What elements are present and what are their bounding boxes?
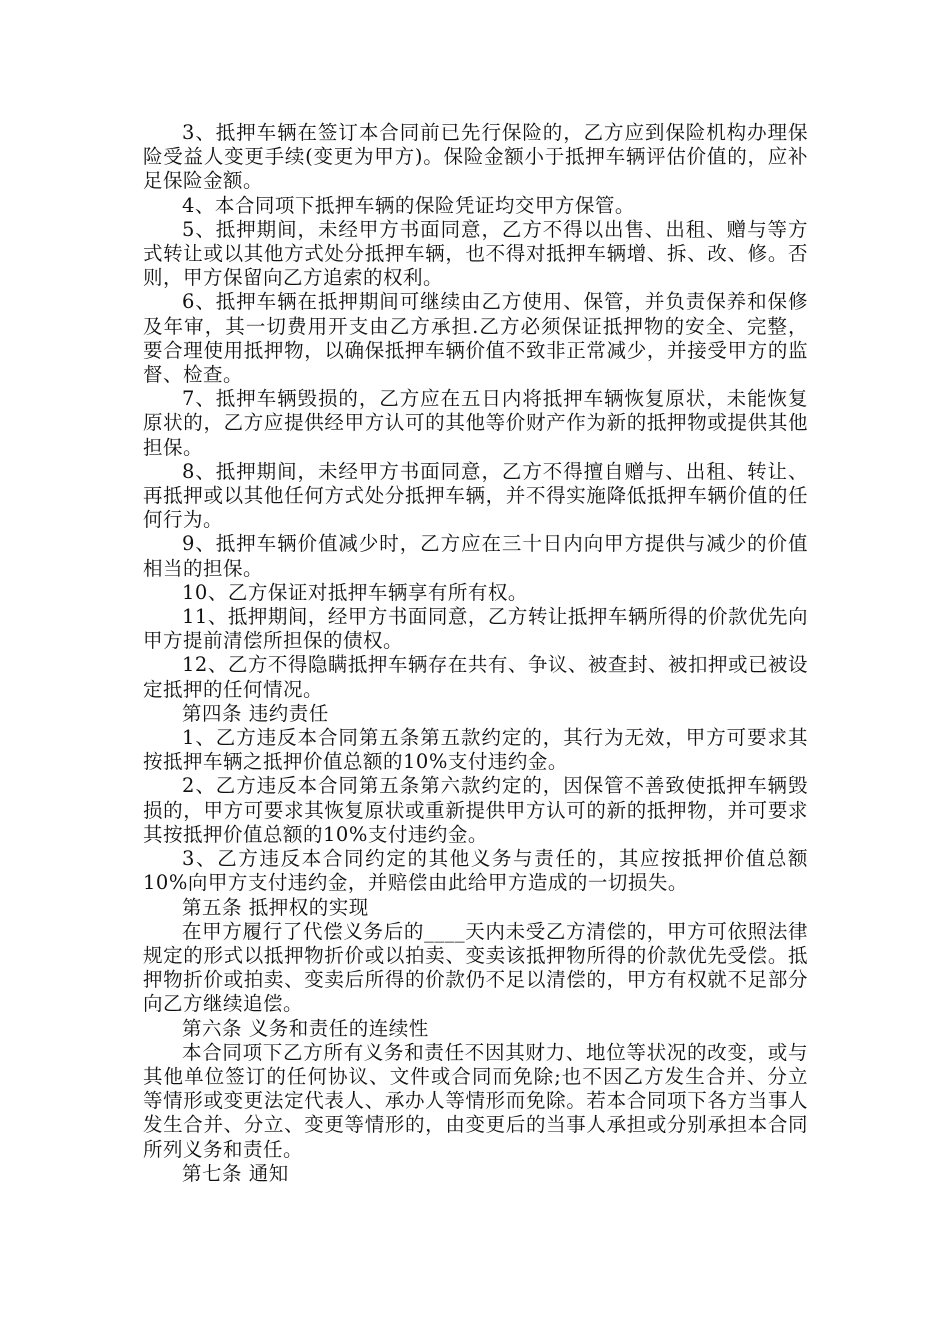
breach-clause-1: 1、乙方违反本合同第五条第五款约定的，其行为无效，甲方可要求其按抵押车辆之抵押价值总额的10%支付违约金。	[143, 726, 808, 774]
article-6-heading: 第六条 义务和责任的连续性	[182, 1016, 429, 1040]
clause-11-transfer-proceeds: 11、抵押期间，经甲方书面同意，乙方转让抵押车辆所得的价款优先向甲方提前清偿所担保的债权。	[143, 605, 808, 653]
document-body	[143, 121, 808, 1186]
clause-5-no-disposal: 5、抵押期间，未经甲方书面同意，乙方不得以出售、出租、赠与等方式转让或以其他方式处分抵押车辆，也不得对抵押车辆增、拆、改、修。否则，甲方保留向乙方追索的权利。	[143, 217, 808, 290]
clause-3-insurance-beneficiary: 3、抵押车辆在签订本合同前已先行保险的，乙方应到保险机构办理保险受益人变更手续(变更为甲方)。保险金额小于抵押车辆评估价值的，应补足保险金额。	[143, 121, 808, 193]
clause-12-no-concealment: 12、乙方不得隐瞒抵押车辆存在共有、争议、被查封、被扣押或已被设定抵押的任何情况。	[143, 653, 808, 701]
article-4-heading: 第四条 违约责任	[182, 701, 329, 725]
breach-clause-2: 2、乙方违反本合同第五条第六款约定的，因保管不善致使抵押车辆毁损的，甲方可要求其恢复原状或重新提供甲方认可的新的抵押物，并可要求其按抵押价值总额的10%支付违约金。	[143, 774, 808, 846]
article-5-body: 在甲方履行了代偿义务后的____天内未受乙方清偿的，甲方可依照法律规定的形式以抵押物折价或以拍卖、变卖该抵押物所得的价款优先受偿。抵押物折价或拍卖、变卖后所得的价款仍不足以清偿的，甲方有权就不足部分向乙方继续追偿。	[143, 919, 808, 1016]
clause-6-use-and-maintenance: 6、抵押车辆在抵押期间可继续由乙方使用、保管，并负责保养和保修及年审，其一切费用开支由乙方承担.乙方必须保证抵押物的安全、完整，要合理使用抵押物，以确保抵押车辆价值不致非正常减少，并接受甲方的监督、检查。	[143, 290, 808, 387]
breach-clause-3: 3、乙方违反本合同约定的其他义务与责任的，其应按抵押价值总额10%向甲方支付违约金，并赔偿由此给甲方造成的一切损失。	[143, 847, 808, 895]
clause-10-ownership: 10、乙方保证对抵押车辆享有所有权。	[182, 580, 528, 604]
article-5-heading: 第五条 抵押权的实现	[182, 895, 369, 919]
clause-7-damage-restoration: 7、抵押车辆毁损的，乙方应在五日内将抵押车辆恢复原状，未能恢复原状的，乙方应提供经甲方认可的其他等价财产作为新的抵押物或提供其他担保。	[143, 387, 808, 459]
clause-8-no-transfer: 8、抵押期间，未经甲方书面同意，乙方不得擅自赠与、出租、转让、再抵押或以其他任何方式处分抵押车辆，并不得实施降低抵押车辆价值的任何行为。	[143, 459, 808, 532]
article-6-body: 本合同项下乙方所有义务和责任不因其财力、地位等状况的改变，或与其他单位签订的任何协议、文件或合同而免除;也不因乙方发生合并、分立等情形或变更法定代表人、承办人等情形而免除。若本合同项下各方当事人发生合并、分立、变更等情形的，由变更后的当事人承担或分别承担本合同所列义务和责任。	[143, 1040, 808, 1161]
article-7-heading: 第七条 通知	[182, 1161, 289, 1185]
clause-9-value-decrease: 9、抵押车辆价值减少时，乙方应在三十日内向甲方提供与减少的价值相当的担保。	[143, 532, 808, 580]
clause-4-insurance-certificate: 4、本合同项下抵押车辆的保险凭证均交甲方保管。	[182, 193, 635, 217]
